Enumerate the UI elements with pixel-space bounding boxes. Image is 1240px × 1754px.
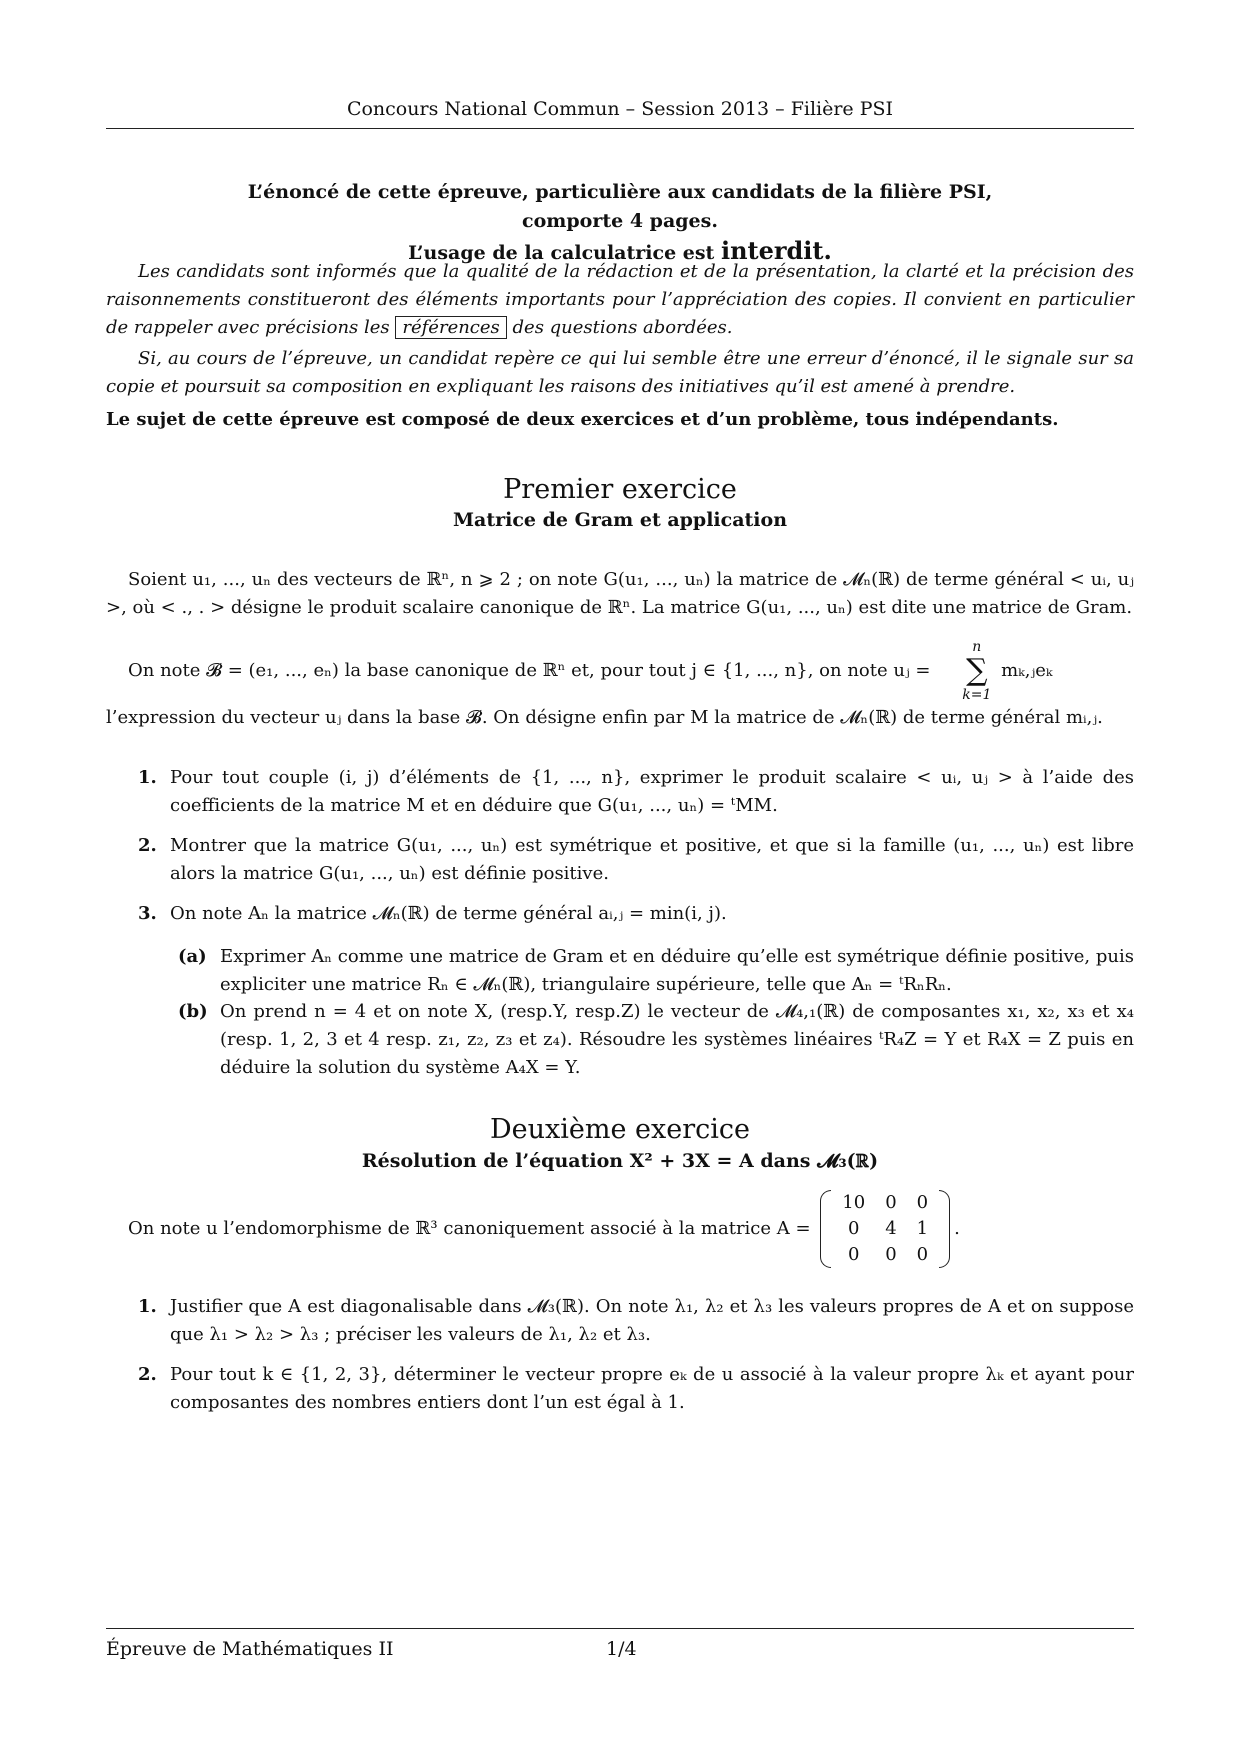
question-number: 1. — [138, 1296, 157, 1317]
exercise-2-intro — [106, 1190, 1134, 1268]
matrix-cell: 0 — [848, 1218, 860, 1239]
footer-page-number: 1/4 — [606, 1638, 637, 1660]
endomorphism-period: . — [954, 1218, 960, 1239]
interdit-word: interdit. — [720, 236, 832, 265]
intro-line-2: comporte 4 pages. — [522, 210, 718, 232]
question-text: Justifier que A est diagonalisable dans 𝓜₃(ℝ). On note λ₁, λ₂ et λ₃ les valeurs propres de A et on suppose que λ₁ > λ₂ > λ₃ ; préciser les valeurs de λ₁, λ₂ et λ₃. — [170, 1296, 1134, 1345]
matrix-cell: 0 — [885, 1192, 897, 1213]
matrix-a — [820, 1190, 950, 1268]
exercise-1-title: Premier exercice — [503, 474, 737, 505]
exercise-1-intro: Soient u₁, ..., uₙ des vecteurs de ℝⁿ, n ⩾ 2 ; on note G(u₁, ..., uₙ) la matrice de 𝓜ₙ(ℝ) de terme général < uᵢ, uⱼ >, où < ., . > désigne le produit scalaire canonique de ℝⁿ. La matrice G(u₁, ..., uₙ) est dite une matrice de Gram. — [106, 569, 1134, 618]
intro-line-3-text: L’usage de la calculatrice est — [408, 242, 721, 264]
matrix-a-table — [832, 1190, 938, 1268]
header-rule — [106, 128, 1134, 129]
intro-line-1: L’énoncé de cette épreuve, particulière aux candidats de la filière PSI, — [247, 181, 993, 203]
exercise-1-question-3a — [170, 943, 1134, 999]
exercise-1-question-3 — [130, 900, 1134, 928]
sum-symbol — [940, 638, 991, 704]
footer-exam-name: Épreuve de Mathématiques II — [106, 1638, 394, 1660]
sum-lower: k=1 — [962, 687, 992, 703]
page — [106, 0, 1134, 1754]
question-number: 2. — [138, 1364, 157, 1385]
notice-quality — [106, 258, 1134, 342]
sigma-icon: ∑ — [966, 653, 988, 688]
subquestion-label: (a) — [178, 946, 207, 967]
matrix-cell: 1 — [916, 1218, 929, 1239]
matrix-row — [832, 1190, 938, 1216]
matrix-cell: 0 — [848, 1244, 860, 1265]
question-number: 1. — [138, 767, 157, 788]
references-box: références — [395, 316, 506, 339]
subquestion-text: On prend n = 4 et on note X, (resp.Y, resp.Z) le vecteur de 𝓜₄,₁(ℝ) de composantes x₁, x₂, x₃ et x₄ (resp. 1, 2, 3 et 4 resp. z₁, z₂, z₃ et z₄). Résoudre les systèmes linéaires ᵗR₄Z = Y et R₄X = Z puis en déduire la solution du système A₄X = Y. — [220, 1001, 1134, 1078]
notice-structure: Le sujet de cette épreuve est composé de deux exercices et d’un problème, tous indépendants. — [106, 409, 1059, 430]
matrix-row — [832, 1242, 938, 1268]
notice-quality-end: des questions abordées. — [506, 317, 733, 338]
exercise-2-title: Deuxième exercice — [490, 1114, 750, 1145]
exercise-2-question-2 — [130, 1361, 1134, 1417]
question-number: 2. — [138, 835, 157, 856]
intro-block — [106, 178, 1134, 268]
question-text: On note Aₙ la matrice 𝓜ₙ(ℝ) de terme général aᵢ,ⱼ = min(i, j). — [170, 903, 727, 924]
exercise-1-subtitle: Matrice de Gram et application — [452, 509, 788, 531]
exercise-2-subtitle: Résolution de l’équation X² + 3X = A dans 𝓜₃(ℝ) — [361, 1150, 879, 1172]
exercise-2-question-1 — [130, 1293, 1134, 1349]
sum-term: mₖ,ⱼeₖ — [1001, 660, 1053, 681]
page-header: Concours National Commun – Session 2013 – Filière PSI — [346, 98, 894, 120]
matrix-cell: 0 — [885, 1244, 897, 1265]
subquestion-label: (b) — [178, 1001, 208, 1022]
sum-upper: n — [972, 639, 982, 655]
notice-quality-text: Les candidats sont informés que la qualité de la rédaction et de la présentation, la clarté et la précision des raisonnements constitueront des éléments importants pour l’appréciation des copies. Il convient en particulier de rappeler avec précisions les — [106, 261, 1134, 338]
matrix-cell: 0 — [916, 1192, 929, 1213]
matrix-row — [832, 1216, 938, 1242]
exercise-1-question-1 — [130, 764, 1134, 820]
subquestion-text: Exprimer Aₙ comme une matrice de Gram et en déduire qu’elle est symétrique définie positive, puis expliciter une matrice Rₙ ∈ 𝓜ₙ(ℝ), triangulaire supérieure, telle que Aₙ = ᵗRₙRₙ. — [220, 946, 1134, 995]
question-text: Pour tout k ∈ {1, 2, 3}, déterminer le vecteur propre eₖ de u associé à la valeur propre λₖ et ayant pour composantes des nombres entiers dont l’un est égal à 1. — [170, 1364, 1134, 1413]
basis-text: On note 𝓑 = (e₁, ..., eₙ) la base canonique de ℝⁿ et, pour tout j ∈ {1, ..., n}, on note uⱼ = — [128, 660, 931, 681]
question-text: Pour tout couple (i, j) d’éléments de {1, ..., n}, exprimer le produit scalaire < uᵢ, uⱼ > à l’aide des coefficients de la matrice M et en déduire que G(u₁, ..., uₙ) = ᵗMM. — [170, 767, 1134, 816]
exercise-1-question-2 — [130, 832, 1134, 888]
footer-rule — [106, 1628, 1134, 1629]
question-text: Montrer que la matrice G(u₁, ..., uₙ) est symétrique et positive, et que si la famille (u₁, ..., uₙ) est libre alors la matrice G(u₁, ..., uₙ) est définie positive. — [170, 835, 1134, 884]
notice-errors: Si, au cours de l’épreuve, un candidat repère ce qui lui semble être une erreur d’énoncé, il le signale sur sa copie et poursuit sa composition en expliquant les raisons des initiatives qu’il est amené à prendre. — [106, 348, 1134, 397]
matrix-cell: 10 — [842, 1192, 866, 1213]
basis-text-end: l’expression du vecteur uⱼ dans la base 𝓑. On désigne enfin par M la matrice de 𝓜ₙ(ℝ) de terme général mᵢ,ⱼ. — [106, 707, 1103, 728]
matrix-cell: 0 — [916, 1244, 929, 1265]
endomorphism-text: On note u l’endomorphisme de ℝ³ canoniquement associé à la matrice A = — [128, 1218, 811, 1239]
exercise-1-basis — [106, 638, 1134, 732]
question-number: 3. — [138, 903, 157, 924]
matrix-cell: 4 — [885, 1218, 897, 1239]
exercise-1-question-3b — [170, 998, 1134, 1082]
